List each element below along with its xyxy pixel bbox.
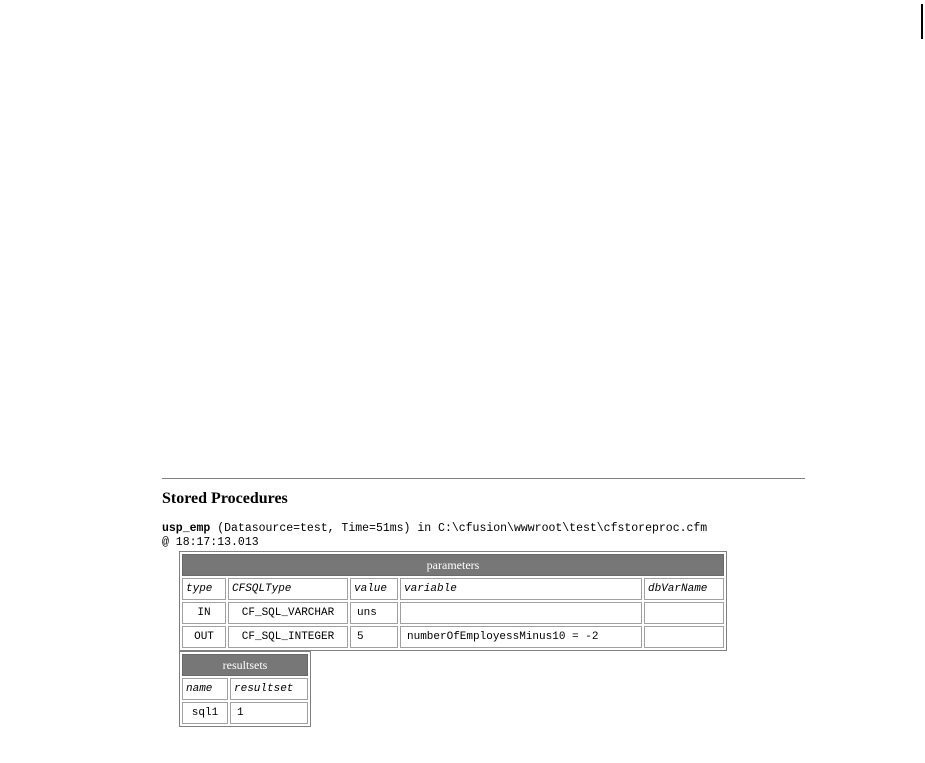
param-dbvarname-cell xyxy=(644,602,724,624)
resultsets-header-row xyxy=(182,654,308,676)
column-header-cfsqltype: CFSQLType xyxy=(228,578,348,600)
parameters-column-row xyxy=(182,578,724,600)
column-header-type: type xyxy=(182,578,226,600)
param-dbvarname-cell xyxy=(644,626,724,648)
section-title: Stored Procedures xyxy=(162,490,288,507)
procedure-details: (Datasource=test, Time=51ms) in C:\cfusion\wwwroot\test\cfstoreproc.cfm xyxy=(210,522,708,535)
param-cfsqltype-cell: CF_SQL_INTEGER xyxy=(228,626,348,648)
param-cfsqltype-cell: CF_SQL_VARCHAR xyxy=(228,602,348,624)
column-header-resultset: resultset xyxy=(230,678,308,700)
parameters-header: parameters xyxy=(182,554,724,576)
parameters-header-row xyxy=(182,554,724,576)
window-edge-marker xyxy=(921,4,923,39)
resultset-number-cell: 1 xyxy=(230,702,308,724)
column-header-value: value xyxy=(350,578,398,600)
procedure-name: usp_emp xyxy=(162,522,211,535)
column-header-name: name xyxy=(182,678,228,700)
param-type-cell: IN xyxy=(182,602,226,624)
column-header-variable: variable xyxy=(400,578,642,600)
table-row xyxy=(182,602,724,624)
procedure-info xyxy=(162,522,805,550)
table-row xyxy=(182,626,724,648)
debug-output xyxy=(162,478,805,727)
param-value-cell: uns xyxy=(350,602,398,624)
resultsets-column-row xyxy=(182,678,308,700)
section-divider xyxy=(162,478,805,479)
param-type-cell: OUT xyxy=(182,626,226,648)
param-variable-cell: numberOfEmployessMinus10 = -2 xyxy=(400,626,642,648)
parameters-table xyxy=(179,551,727,651)
table-row xyxy=(182,702,308,724)
column-header-dbvarname: dbVarName xyxy=(644,578,724,600)
procedure-timestamp: @ 18:17:13.013 xyxy=(162,536,259,549)
resultset-name-cell: sql1 xyxy=(182,702,228,724)
resultsets-header: resultsets xyxy=(182,654,308,676)
resultsets-table xyxy=(179,651,311,727)
param-variable-cell xyxy=(400,602,642,624)
param-value-cell: 5 xyxy=(350,626,398,648)
